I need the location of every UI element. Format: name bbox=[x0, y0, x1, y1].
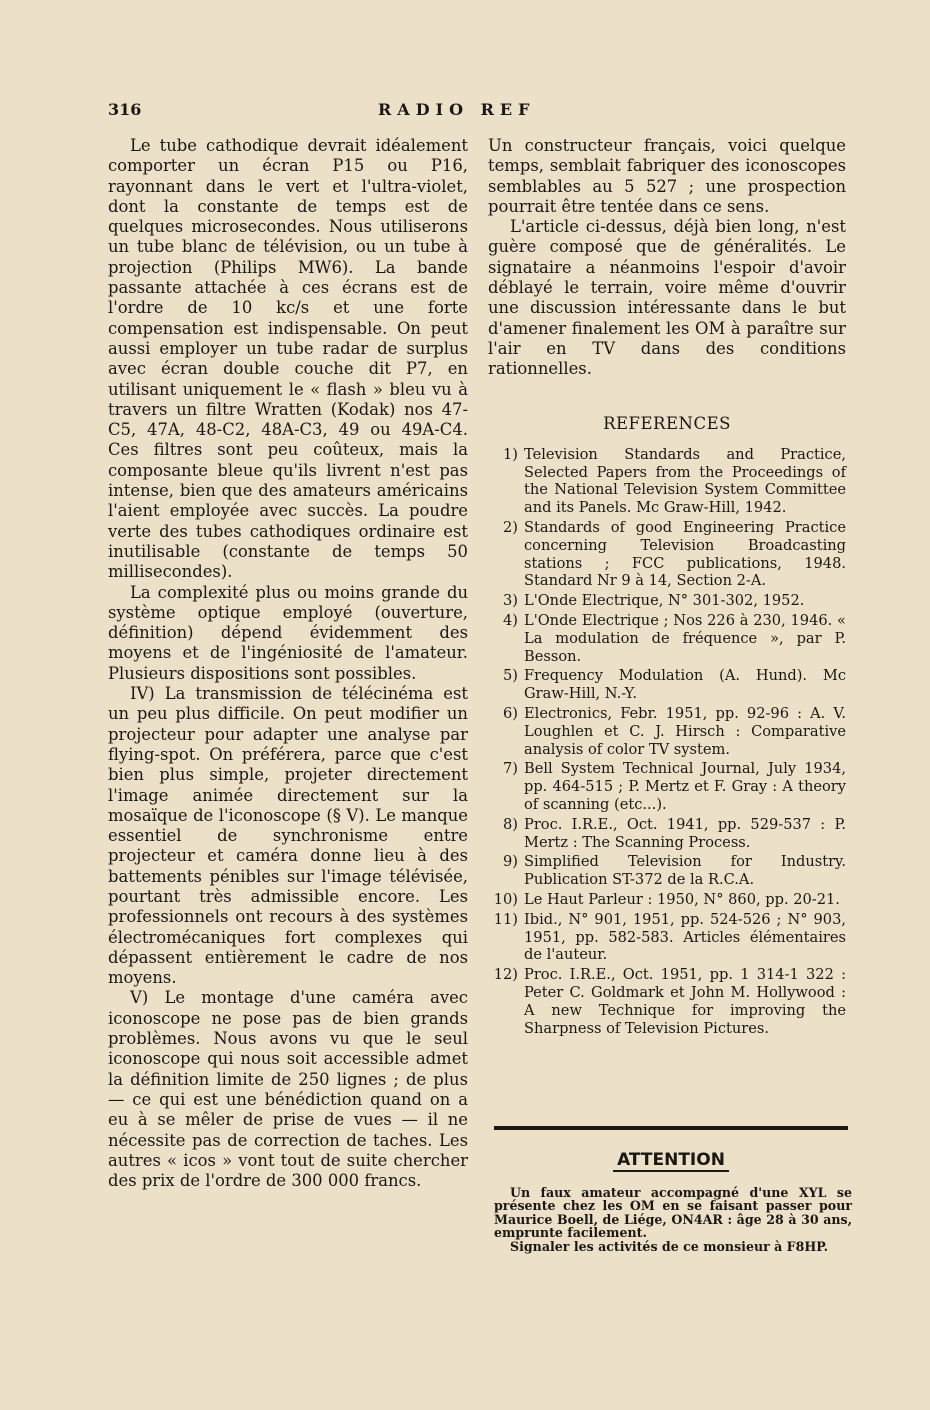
paragraph: La complexité plus ou moins grande du système optique employé (ouverture, définition) dépend évidemment des moyens et de l'ingéniosité de l'amateur. Plusieurs dispositions sont possibles. bbox=[108, 582, 468, 683]
reference-item bbox=[488, 446, 846, 517]
reference-item bbox=[488, 891, 846, 909]
paragraph: Signaler les activités de ce monsieur à F8HP. bbox=[510, 1238, 829, 1254]
reference-item bbox=[488, 612, 846, 665]
left-column bbox=[108, 136, 468, 1191]
reference-text: Bell System Technical Journal, July 1934, pp. 464-515 ; P. Mertz et F. Gray : A theory of scanning (etc...). bbox=[524, 760, 846, 813]
reference-number: 2) bbox=[503, 519, 518, 537]
page-number: 316 bbox=[108, 100, 142, 119]
paragraph: Un constructeur français, voici quelque temps, semblait fabriquer des iconoscopes semblables au 5 527 ; une prospection pourrait être tentée dans ce sens. bbox=[488, 136, 846, 216]
reference-text: Electronics, Febr. 1951, pp. 92-96 : A. V. Loughlen et C. J. Hirsch : Comparative analysis of color TV system. bbox=[524, 705, 846, 758]
reference-item bbox=[488, 966, 846, 1037]
reference-number: 10) bbox=[493, 890, 518, 908]
reference-item bbox=[488, 816, 846, 852]
reference-text: Ibid., N° 901, 1951, pp. 524-526 ; N° 903, 1951, pp. 582-583. Articles élémentaires de l'auteur. bbox=[524, 910, 846, 964]
references-list bbox=[488, 446, 846, 1038]
reference-number: 8) bbox=[503, 815, 518, 833]
reference-number: 4) bbox=[503, 612, 518, 630]
paragraph: Le tube cathodique devrait idéalement comporter un écran P15 ou P16, rayonnant dans le vert et l'ultra-violet, dont la constante de temps est de quelques microsecondes. Nous utiliserons un tube blanc de télévision, ou un tube à projection (Philips MW6). La bande passante attachée à ces écrans est de l'ordre de 10 kc/s et une forte compensation est indispensable. On peut aussi employer un tube radar de surplus avec écran double couche dit P7, en utilisant uniquement le « flash » bleu vu à travers un filtre Wratten (Kodak) nos 47-C5, 47A, 48-C2, 48A-C3, 49 ou 49A-C4. Ces filtres sont peu coûteux, mais la composante bleue qu'ils livrent n'est pas intense, bien que des amateurs américains l'aient employée avec succès. La poudre verte des tubes cathodiques ordinaire est inutilisable (constante de temps 50 millisecondes). bbox=[108, 136, 468, 582]
reference-text: Frequency Modulation (A. Hund). Mc Graw-Hill, N.-Y. bbox=[524, 667, 846, 703]
reference-text: Standards of good Engineering Practice concerning Television Broadcasting stations ; FCC publications, 1948. Standard Nr 9 à 14, Section 2-A. bbox=[524, 519, 846, 590]
references-heading: REFERENCES bbox=[603, 413, 731, 433]
reference-text: Proc. I.R.E., Oct. 1941, pp. 529-537 : P. Mertz : The Scanning Process. bbox=[524, 815, 846, 851]
reference-item bbox=[488, 853, 846, 889]
reference-item bbox=[488, 667, 846, 703]
reference-text: L'Onde Electrique, N° 301-302, 1952. bbox=[524, 592, 805, 610]
reference-item bbox=[488, 519, 846, 590]
reference-text: Le Haut Parleur : 1950, N° 860, pp. 20-21. bbox=[524, 890, 840, 908]
paragraph: IV) La transmission de télécinéma est un peu plus difficile. On peut modifier un projecteur pour adapter une analyse par flying-spot. On préférera, parce que c'est bien plus simple, projeter directement l'image animée directement sur la mosaïque de l'iconoscope (§ V). Le manque essentiel de synchronisme entre projecteur et caméra donne lieu à des battements pénibles sur l'image télévisée, pourtant très admissible encore. Les professionnels ont recours à des systèmes électromécaniques fort complexes qui dépassent entièrement le cadre de nos moyens. bbox=[108, 684, 468, 988]
paragraph: Un faux amateur accompagné d'une XYL se présente chez les OM en se faisant passer pour Maurice Boell, de Liége, ON4AR : âge 28 à 30 ans, emprunte facilement. bbox=[494, 1185, 852, 1241]
reference-number: 6) bbox=[503, 705, 518, 723]
reference-number: 5) bbox=[503, 667, 518, 685]
reference-number: 3) bbox=[503, 592, 518, 610]
attention-title: ATTENTION bbox=[613, 1150, 729, 1172]
reference-number: 9) bbox=[503, 853, 518, 871]
attention-notice bbox=[494, 1186, 852, 1253]
page-header bbox=[108, 100, 862, 124]
reference-number: 11) bbox=[493, 910, 518, 928]
reference-text: Simplified Television for Industry. Publication ST-372 de la R.C.A. bbox=[524, 853, 846, 889]
reference-text: Proc. I.R.E., Oct. 1951, pp. 1 314-1 322 : Peter C. Goldmark et John M. Hollywood : A new Technique for improving the Sharpness of Television Pictures. bbox=[524, 966, 846, 1037]
reference-number: 1) bbox=[503, 445, 518, 463]
divider-rule bbox=[494, 1126, 848, 1130]
reference-item bbox=[488, 760, 846, 813]
reference-text: Television Standards and Practice, Selected Papers from the Proceedings of the National Television System Committee and its Panels. Mc Graw-Hill, 1942. bbox=[524, 445, 846, 517]
right-column bbox=[488, 136, 846, 1039]
running-title: RADIO REF bbox=[378, 100, 536, 119]
paragraph: V) Le montage d'une caméra avec iconoscope ne pose pas de bien grands problèmes. Nous avons vu que le seul iconoscope qui nous soit accessible admet la définition limite de 250 lignes ; de plus — ce qui est une bénédiction quand on a eu à se mêler de prise de vues — il ne nécessite pas de correction de taches. Les autres « icos » vont tout de suite chercher des prix de l'ordre de 300 000 francs. bbox=[108, 988, 468, 1191]
reference-text: L'Onde Electrique ; Nos 226 à 230, 1946. « La modulation de fréquence », par P. Besson. bbox=[524, 612, 846, 665]
attention-heading bbox=[494, 1150, 848, 1170]
reference-item bbox=[488, 592, 846, 610]
paragraph: L'article ci-dessus, déjà bien long, n'est guère composé que de généralités. Le signataire a néanmoins l'espoir d'avoir déblayé le terrain, voire même d'ouvrir une discussion intéressante dans le but d'amener finalement les OM à paraître sur l'air en TV dans des conditions rationnelles. bbox=[488, 217, 846, 379]
reference-item bbox=[488, 705, 846, 758]
reference-number: 12) bbox=[493, 966, 518, 984]
reference-number: 7) bbox=[503, 760, 518, 778]
reference-item bbox=[488, 911, 846, 964]
